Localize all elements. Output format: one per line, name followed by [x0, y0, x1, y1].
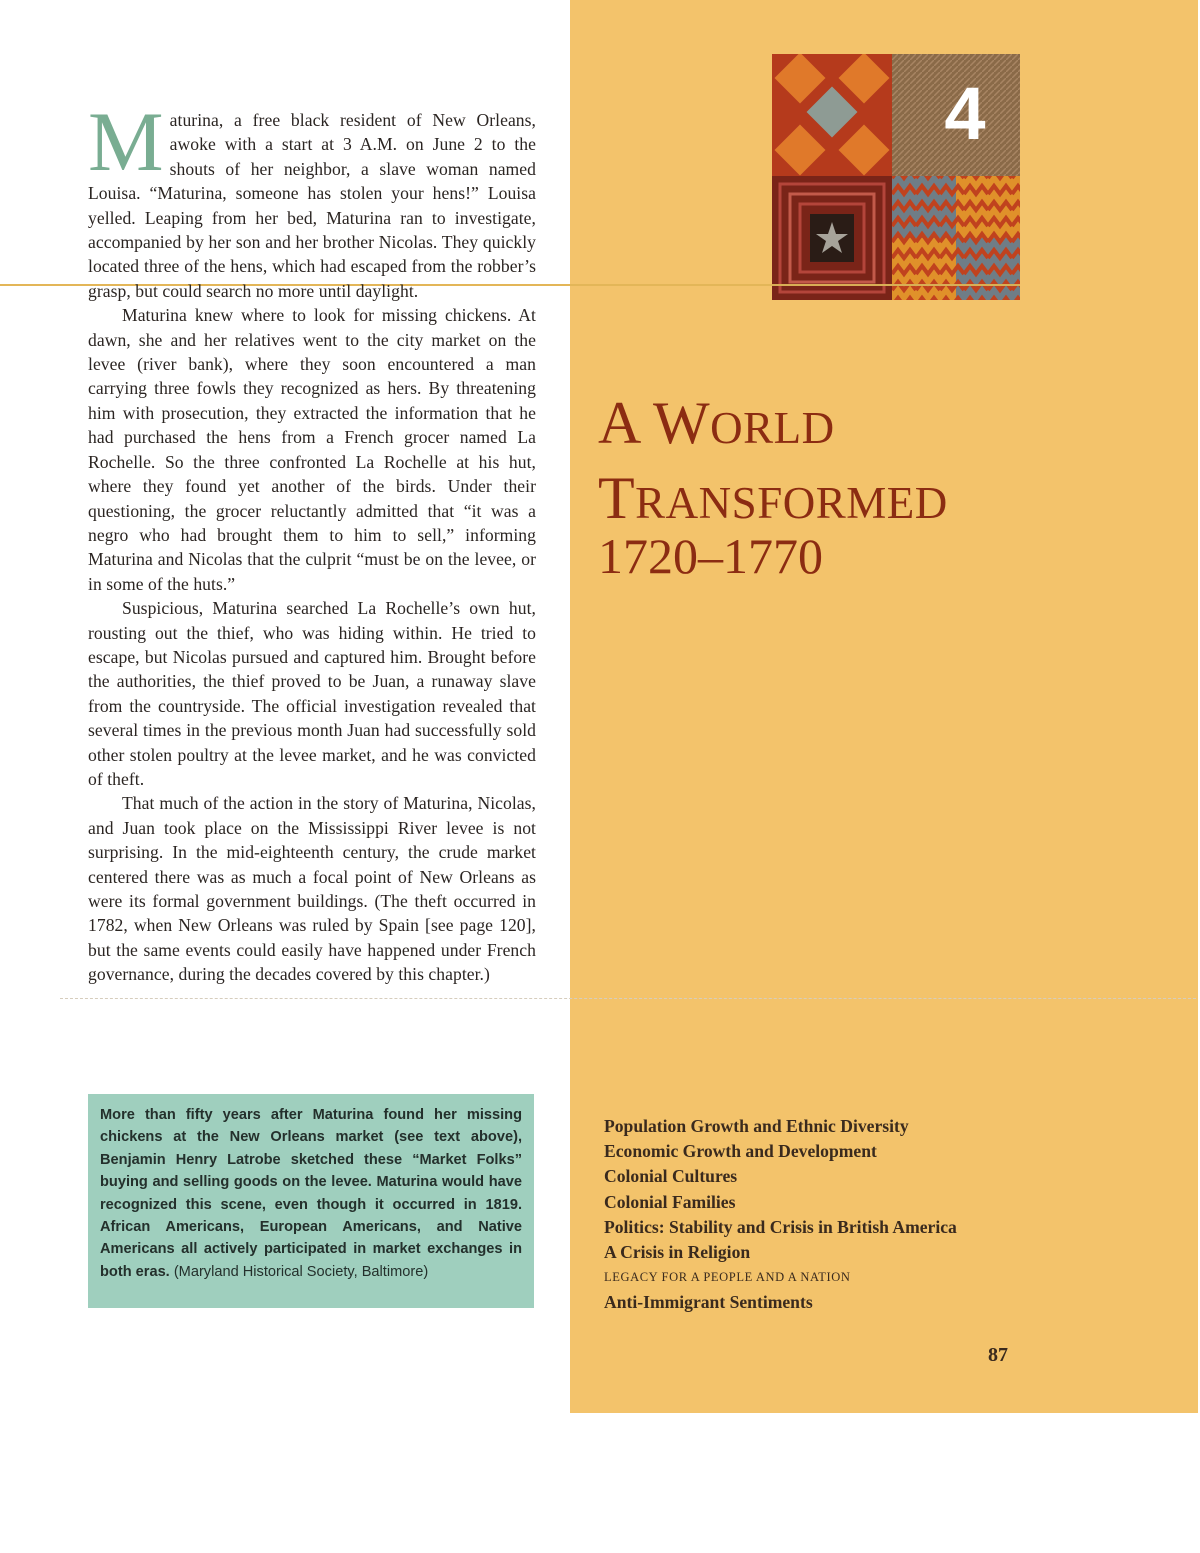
paragraph-1-text: aturina, a free black resident of New Orleans, awoke with a start at 3 A.M. on June 2 to the shouts of her neighbor, a slave woman named Louisa. “Maturina, someone has stolen your hens!” Louisa yelled. Leaping from her bed, Maturina ran to investigate, accompanied by her son and her brother Nicolas. They quickly located three of the hens, which had escaped from the robber’s grasp, but could search no more until daylight. [88, 110, 536, 301]
title-cap-a: A [598, 390, 639, 456]
contents-item: Population Growth and Ethnic Diversity [604, 1116, 909, 1136]
contents-item: Economic Growth and Development [604, 1141, 877, 1162]
page-number: 87 [988, 1344, 1008, 1366]
title-rest-1: ORLD [710, 403, 835, 453]
drop-cap: M [88, 95, 164, 189]
guide-rule-right [772, 284, 1020, 286]
contents-legacy-heading: LEGACY FOR A PEOPLE AND A NATION [604, 1270, 851, 1285]
contents-item: A Crisis in Religion [604, 1242, 751, 1263]
paragraph-4: That much of the action in the story of Maturina, Nicolas, and Juan took place on the Mississippi River levee is not surprising. In the mid-eighteenth century, the crude market centered there was as much a focal point of New Orleans as were its formal government buildings. (The theft occurred in 1782, when New Orleans was ruled by Spain [see page 120], but the same events could easily have happened under French governance, during the decades covered by this chapter.) [88, 793, 536, 985]
contents-item: Colonial Cultures [604, 1166, 738, 1187]
title-cap-w: W [652, 390, 711, 456]
dashed-guide [60, 998, 1196, 999]
title-rest-2: RANSFORMED [635, 478, 948, 528]
contents-item: Anti-Immigrant Sentiments [604, 1292, 813, 1313]
caption-text: More than fifty years after Maturina found her missing chickens at the New Orleans market (see text above), Benjamin Henry Latrobe sketched these “Market Folks” buying and selling goods on the levee. Maturina would have recognized this scene, even though it occurred in 1819. African Americans, European Americans, and Native Americans all actively participated in market exchanges in both eras. [100, 1107, 522, 1280]
chapter-number: 4 [944, 72, 986, 155]
paragraph-2: Maturina knew where to look for missing chickens. At dawn, she and her relatives went to the city market on the levee (river bank), where they soon encountered a man carrying three fowls they recognized as hers. By threatening him with prosecution, they extracted the information that he had purchased the hens from a French grocer named La Rochelle. So the three confronted La Rochelle at his hut, where they found yet another of the birds. Under their questioning, the grocer reluctantly admitted that “it was a negro who had brought them to him to sell,” informing Maturina and Nicolas that the culprit “must be on the levee, or in some of the huts.” [88, 305, 536, 594]
chapter-title [598, 388, 1018, 538]
title-cap-t: T [598, 465, 636, 531]
main-text-column [88, 95, 536, 987]
chapter-contents [604, 1114, 1014, 1316]
caption-credit: (Maryland Historical Society, Baltimore) [173, 1263, 429, 1280]
paragraph-1 [88, 95, 536, 303]
image-caption [88, 1094, 534, 1308]
contents-item: Politics: Stability and Crisis in British America [604, 1216, 957, 1237]
title-line-1 [598, 388, 1018, 463]
paragraph-3: Suspicious, Maturina searched La Rochelle’s own hut, rousting out the thief, who was hiding within. He tried to escape, but Nicolas pursued and captured him. Brought before the authorities, the thief proved to be Juan, a runaway slave from the countryside. The official investigation revealed that several times in the previous month Juan had successfully sold other stolen poultry at the levee market, and he was convicted of theft. [88, 598, 536, 789]
chapter-dates: 1720–1770 [598, 528, 823, 584]
contents-item: Colonial Families [604, 1191, 736, 1212]
